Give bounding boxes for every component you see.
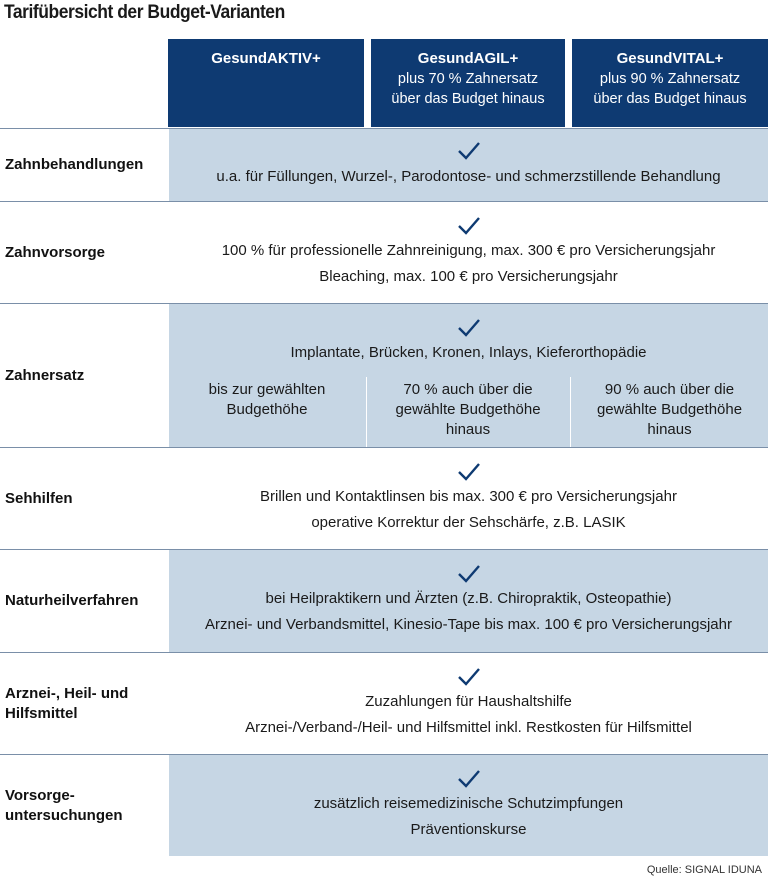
row-content [169, 202, 768, 303]
page-title: Tarifübersicht der Budget-Varianten [4, 2, 285, 23]
row-text: Arznei- und Verbandsmittel, Kinesio-Tape bis max. 100 € pro Versicherungsjahr [205, 616, 732, 633]
split-cell-text: hinaus [647, 421, 692, 438]
column-header-name: GesundVITAL+ [616, 50, 724, 67]
row-text: Arznei-/Verband-/Heil- und Hilfsmittel inkl. Restkosten für Hilfsmittel [245, 719, 692, 736]
row-text: 100 % für professionelle Zahnreinigung, max. 300 € pro Versicherungsjahr [221, 242, 716, 259]
row-text: Bleaching, max. 100 € pro Versicherungsjahr [319, 268, 618, 285]
column-header-subtitle: plus 90 % Zahnersatz [599, 71, 741, 87]
row-content [169, 653, 768, 754]
column-header-gesundagil [371, 39, 565, 127]
row-label-line: Hilfsmittel [5, 704, 78, 722]
row-content [169, 448, 768, 549]
row-content [169, 129, 768, 201]
row-label: Zahnbehandlungen [5, 156, 144, 173]
row-label-line: Vorsorge- [5, 786, 75, 804]
split-cell-gesundagil [366, 377, 569, 447]
row-content [169, 550, 768, 652]
table-row-zahnvorsorge [0, 202, 768, 303]
checkmark-icon [457, 216, 481, 236]
checkmark-icon [457, 318, 481, 338]
table-row-naturheilverfahren [0, 550, 768, 652]
column-header-gesundvital [572, 39, 768, 127]
checkmark-icon [457, 769, 481, 789]
column-header-name: GesundAKTIV+ [211, 50, 321, 67]
column-header-name: GesundAGIL+ [417, 50, 519, 67]
column-header-subtitle: über das Budget hinaus [391, 91, 545, 107]
split-cell-text: 90 % auch über die [604, 381, 735, 398]
row-label [0, 653, 166, 754]
row-label: Naturheilverfahren [5, 592, 139, 609]
row-label: Zahnersatz [5, 366, 85, 384]
row-text: operative Korrektur der Sehschärfe, z.B. LASIK [311, 514, 626, 531]
split-cell-text: bis zur gewählten [208, 381, 326, 398]
split-cell-text: Budgethöhe [226, 401, 308, 418]
column-header-gesundaktiv [168, 39, 364, 127]
table-row-zahnbehandlungen [0, 129, 768, 201]
row-content [169, 755, 768, 856]
row-text: Präventionskurse [410, 821, 527, 838]
split-cell-text: gewählte Budgethöhe [596, 401, 743, 418]
row-text: u.a. für Füllungen, Wurzel-, Parodontose- und schmerzstillende Behandlung [216, 168, 721, 185]
row-label: Sehhilfen [5, 489, 73, 507]
checkmark-icon [457, 564, 481, 584]
row-label: Zahnvorsorge [5, 243, 106, 261]
checkmark-icon [457, 141, 481, 161]
row-text: Zuzahlungen für Haushaltshilfe [365, 693, 572, 710]
column-header-subtitle: plus 70 % Zahnersatz [397, 71, 539, 87]
row-label-line: untersuchungen [5, 806, 123, 824]
row-content [169, 304, 768, 447]
row-text: Brillen und Kontaktlinsen bis max. 300 € pro Versicherungsjahr [260, 488, 677, 505]
table-row-arznei-heil-hilfsmittel [0, 653, 768, 754]
row-text: zusätzlich reisemedizinische Schutzimpfungen [313, 795, 624, 812]
table-row-sehhilfen [0, 448, 768, 549]
table-row-zahnersatz [0, 304, 768, 447]
row-label [0, 755, 166, 856]
checkmark-icon [457, 462, 481, 482]
row-label-line: Arznei-, Heil- und [5, 684, 129, 702]
table-row-vorsorgeuntersuchungen [0, 755, 768, 856]
source-credit: Quelle: SIGNAL IDUNA [646, 864, 762, 876]
split-cell-gesundvital [570, 377, 768, 447]
row-text: Implantate, Brücken, Kronen, Inlays, Kieferorthopädie [290, 344, 647, 361]
split-cell-gesundaktiv [169, 377, 365, 447]
column-header-subtitle: über das Budget hinaus [593, 91, 747, 107]
split-cell-text: 70 % auch über die [403, 381, 533, 398]
row-text: bei Heilpraktikern und Ärzten (z.B. Chiropraktik, Osteopathie) [265, 590, 672, 607]
split-cell-text: hinaus [445, 421, 491, 438]
split-cell-text: gewählte Budgethöhe [395, 401, 541, 418]
checkmark-icon [457, 667, 481, 687]
